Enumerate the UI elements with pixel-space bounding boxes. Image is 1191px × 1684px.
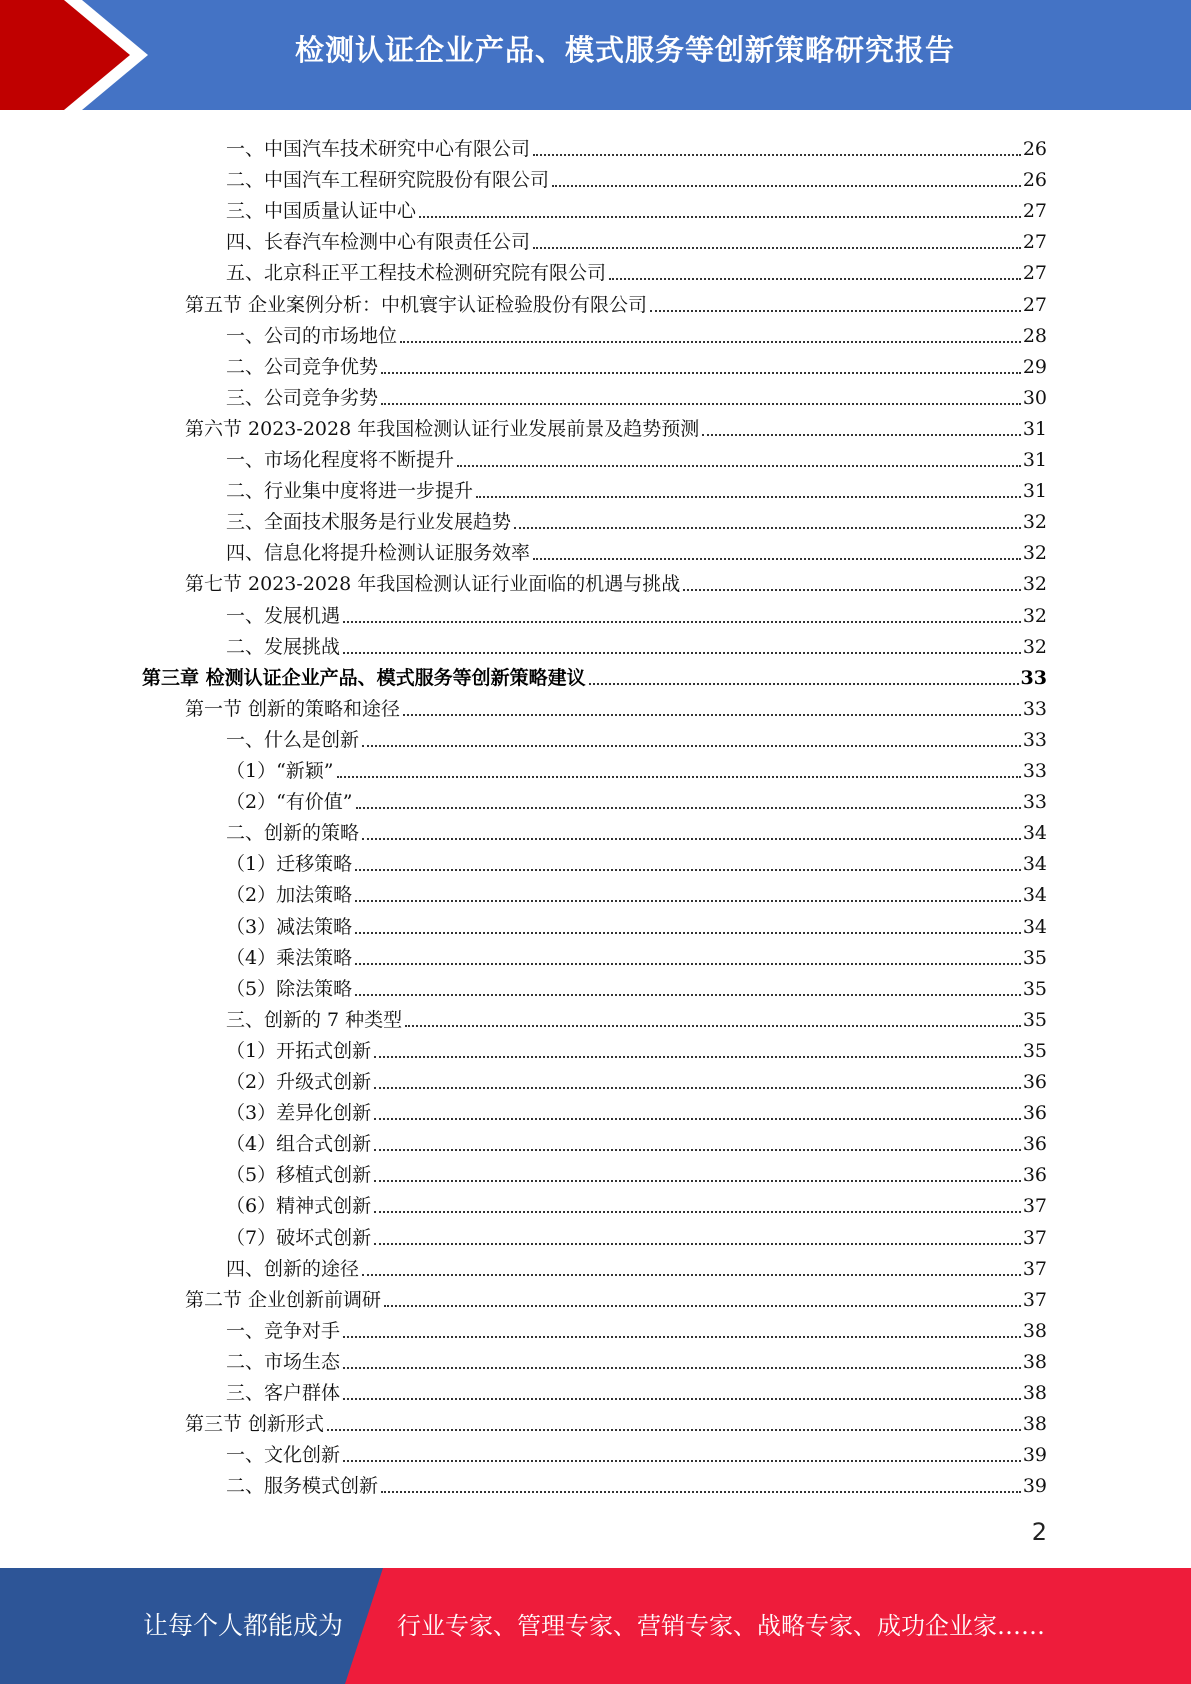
toc-entry-title: 第五节 企业案例分析：中机寰宇认证检验股份有限公司 (185, 293, 648, 316)
toc-entry-page: 27 (1022, 293, 1047, 316)
toc-entry-title: 第一节 创新的策略和途径 (185, 697, 401, 720)
toc-entry-page: 32 (1022, 573, 1047, 596)
toc-entry-page: 39 (1022, 1475, 1047, 1498)
toc-entry-page: 35 (1022, 1008, 1047, 1031)
toc-entry-title: 五、北京科正平工程技术检测研究院有限公司 (226, 262, 607, 285)
toc-entry-page: 31 (1022, 480, 1047, 503)
toc-dot-leader (381, 372, 1021, 374)
toc-entry-page: 33 (1020, 666, 1047, 689)
toc-entry-page: 33 (1022, 791, 1047, 814)
toc-dot-leader (374, 1118, 1021, 1120)
toc-entry-page: 34 (1022, 884, 1047, 907)
footer-slogan-right: 行业专家、管理专家、营销专家、战略专家、成功企业家…… (397, 1612, 1045, 1640)
toc-entry-page: 33 (1022, 760, 1047, 782)
toc-entry-title: （7）破坏式创新 (226, 1226, 372, 1249)
toc-entry-title: 二、服务模式创新 (226, 1475, 379, 1498)
toc-dot-leader (400, 341, 1021, 343)
toc-entry[interactable] (226, 1000, 1047, 1031)
toc-entry[interactable] (226, 1218, 1047, 1249)
toc-dot-leader (374, 1243, 1021, 1245)
toc-entry[interactable] (226, 844, 1047, 875)
toc-entry[interactable] (226, 1249, 1047, 1280)
toc-entry[interactable] (226, 1342, 1047, 1373)
toc-entry-title: （4）乘法策略 (226, 946, 353, 969)
toc-entry-title: 二、市场生态 (226, 1350, 341, 1373)
toc-entry-title: 二、行业集中度将进一步提升 (226, 480, 474, 503)
toc-entry-page: 35 (1022, 946, 1047, 969)
toc-entry-title: 一、文化创新 (226, 1444, 341, 1467)
toc-dot-leader (381, 1491, 1021, 1493)
toc-entry[interactable] (226, 160, 1047, 191)
toc-entry-title: 一、发展机遇 (226, 604, 341, 627)
toc-entry[interactable] (226, 1373, 1047, 1404)
toc-entry[interactable] (226, 751, 1047, 782)
toc-entry-title: 第七节 2023-2028 年我国检测认证行业面临的机遇与挑战 (185, 573, 681, 596)
toc-dot-leader (374, 1087, 1021, 1089)
toc-entry-page: 32 (1022, 635, 1047, 658)
toc-entry[interactable] (226, 440, 1047, 471)
toc-entry[interactable] (226, 533, 1047, 564)
toc-entry-page: 37 (1022, 1257, 1047, 1280)
toc-entry[interactable] (226, 813, 1047, 844)
toc-entry-page: 33 (1022, 697, 1047, 720)
toc-entry-page: 27 (1022, 262, 1047, 285)
toc-entry-page: 34 (1022, 915, 1047, 938)
toc-entry-title: （2）升级式创新 (226, 1071, 372, 1093)
toc-dot-leader (356, 807, 1021, 809)
toc-entry[interactable] (226, 627, 1047, 658)
toc-entry-page: 30 (1022, 386, 1047, 409)
toc-entry-page: 38 (1022, 1413, 1047, 1436)
toc-entry[interactable] (226, 596, 1047, 627)
toc-entry-page: 32 (1022, 511, 1047, 534)
toc-entry-title: 第二节 企业创新前调研 (185, 1288, 382, 1311)
toc-entry[interactable] (226, 222, 1047, 253)
toc-entry-page: 34 (1022, 822, 1047, 845)
toc-entry-page: 37 (1022, 1288, 1047, 1311)
toc-entry-page: 37 (1022, 1226, 1047, 1249)
toc-entry[interactable] (185, 1280, 1047, 1311)
toc-entry[interactable] (226, 782, 1047, 813)
toc-entry-page: 29 (1022, 355, 1047, 378)
toc-dot-leader (457, 465, 1021, 467)
toc-entry-title: 三、创新的 7 种类型 (226, 1008, 403, 1031)
page-header (0, 0, 1191, 110)
toc-entry-title: （4）组合式创新 (226, 1133, 372, 1156)
toc-entry-title: 一、竞争对手 (226, 1319, 341, 1342)
toc-dot-leader (476, 496, 1021, 498)
toc-entry-title: 三、客户群体 (226, 1382, 341, 1404)
toc-dot-leader (343, 1336, 1021, 1338)
toc-entry-title: 二、公司竞争优势 (226, 355, 379, 378)
toc-entry[interactable] (226, 378, 1047, 409)
toc-dot-leader (362, 838, 1021, 840)
toc-dot-leader (384, 1305, 1021, 1307)
toc-entry-page: 27 (1022, 200, 1047, 223)
toc-entry-title: （5）移植式创新 (226, 1164, 372, 1187)
toc-entry-title: 四、长春汽车检测中心有限责任公司 (226, 231, 531, 254)
toc-entry[interactable] (226, 1186, 1047, 1217)
toc-entry[interactable] (226, 347, 1047, 378)
toc-entry[interactable] (226, 471, 1047, 502)
toc-entry[interactable] (185, 285, 1047, 316)
toc-entry-page: 35 (1022, 1039, 1047, 1062)
toc-dot-leader (343, 1398, 1021, 1400)
toc-entry-page: 28 (1022, 324, 1047, 347)
toc-entry-page: 35 (1022, 977, 1047, 1000)
toc-entry[interactable] (185, 689, 1047, 720)
toc-entry-page: 36 (1022, 1102, 1047, 1125)
toc-entry[interactable] (226, 1124, 1047, 1155)
toc-entry-title: （5）除法策略 (226, 977, 353, 1000)
toc-dot-leader (609, 278, 1021, 280)
toc-entry-page: 32 (1022, 604, 1047, 627)
toc-entry-title: （3）差异化创新 (226, 1102, 372, 1125)
toc-entry-title: （3）减法策略 (226, 915, 353, 938)
toc-entry-title: 二、发展挑战 (226, 635, 341, 658)
toc-entry[interactable] (226, 129, 1047, 160)
toc-entry-page: 38 (1022, 1350, 1047, 1373)
page-footer (0, 1568, 1191, 1684)
toc-entry[interactable] (226, 907, 1047, 938)
toc-entry[interactable] (226, 875, 1047, 906)
toc-dot-leader (552, 185, 1021, 187)
toc-dot-leader (702, 434, 1021, 436)
toc-entry-page: 33 (1022, 728, 1047, 751)
toc-entry-page: 36 (1022, 1133, 1047, 1156)
toc-entry-page: 31 (1022, 449, 1047, 471)
toc-entry[interactable] (226, 191, 1047, 222)
toc-entry-page: 27 (1022, 231, 1047, 254)
toc-entry[interactable] (226, 1062, 1047, 1093)
toc-entry-title: （1）“新颖” (226, 760, 334, 782)
toc-entry[interactable] (226, 1031, 1047, 1062)
document-title: 检测认证企业产品、模式服务等创新策略研究报告 (294, 33, 955, 67)
toc-dot-leader (355, 932, 1021, 934)
toc-dot-leader (514, 527, 1021, 529)
toc-dot-leader (589, 683, 1019, 685)
toc-entry[interactable] (226, 1155, 1047, 1186)
toc-entry[interactable] (226, 316, 1047, 347)
toc-entry-title: （6）精神式创新 (226, 1195, 372, 1218)
toc-entry[interactable] (185, 1404, 1047, 1435)
toc-dot-leader (374, 1056, 1021, 1058)
toc-entry-title: 一、公司的市场地位 (226, 324, 398, 347)
toc-entry-title: （1）迁移策略 (226, 853, 353, 876)
toc-entry-page: 36 (1022, 1164, 1047, 1187)
toc-dot-leader (403, 714, 1021, 716)
toc-entry-title: 三、中国质量认证中心 (226, 200, 417, 223)
toc-entry[interactable] (226, 938, 1047, 969)
toc-dot-leader (374, 1211, 1021, 1213)
toc-entry-page: 26 (1022, 138, 1047, 160)
toc-entry-page: 39 (1022, 1444, 1047, 1467)
toc-entry[interactable] (185, 409, 1047, 440)
toc-entry-page: 36 (1022, 1071, 1047, 1093)
toc-entry-title: 三、全面技术服务是行业发展趋势 (226, 511, 512, 534)
toc-dot-leader (374, 1180, 1021, 1182)
footer-slogan-left: 让每个人都能成为 (143, 1611, 344, 1640)
toc-entry-page: 32 (1022, 542, 1047, 565)
toc-entry-title: 一、什么是创新 (226, 728, 360, 751)
toc-entry-page: 37 (1022, 1195, 1047, 1218)
toc-entry-title: 三、公司竞争劣势 (226, 386, 379, 409)
toc-entry[interactable] (226, 1466, 1047, 1497)
toc-entry-title: 二、中国汽车工程研究院股份有限公司 (226, 169, 550, 192)
toc-entry[interactable] (226, 1311, 1047, 1342)
toc-entry[interactable] (226, 253, 1047, 284)
page-number: 2 (1031, 1518, 1047, 1546)
toc-entry[interactable] (226, 969, 1047, 1000)
toc-dot-leader (374, 1149, 1021, 1151)
toc-dot-leader (650, 310, 1021, 312)
toc-entry[interactable] (142, 658, 1047, 689)
toc-dot-leader (327, 1429, 1021, 1431)
toc-entry-page: 26 (1022, 169, 1047, 192)
toc-dot-leader (362, 1274, 1021, 1276)
toc-entry-title: 第三章 检测认证企业产品、模式服务等创新策略建议 (142, 666, 586, 689)
toc-entry-title: 第六节 2023-2028 年我国检测认证行业发展前景及趋势预测 (185, 417, 700, 440)
toc-dot-leader (355, 869, 1021, 871)
toc-dot-leader (405, 1025, 1021, 1027)
toc-dot-leader (355, 900, 1021, 902)
toc-entry-title: （1）开拓式创新 (226, 1039, 372, 1062)
toc-entry-title: 四、创新的途径 (226, 1257, 360, 1280)
toc-dot-leader (533, 247, 1021, 249)
toc-dot-leader (419, 216, 1021, 218)
toc-dot-leader (683, 589, 1021, 591)
toc-entry-page: 34 (1022, 853, 1047, 876)
toc-dot-leader (533, 558, 1021, 560)
toc-dot-leader (362, 745, 1021, 747)
toc-entry[interactable] (185, 564, 1047, 595)
toc-entry-title: 一、中国汽车技术研究中心有限公司 (226, 138, 531, 160)
toc-entry-title: 一、市场化程度将不断提升 (226, 449, 455, 471)
toc-entry-page: 31 (1022, 417, 1047, 440)
toc-entry-title: 第三节 创新形式 (185, 1413, 325, 1436)
toc-entry[interactable] (226, 1435, 1047, 1466)
toc-dot-leader (343, 652, 1021, 654)
toc-entry[interactable] (226, 1093, 1047, 1124)
toc-dot-leader (355, 963, 1021, 965)
toc-dot-leader (355, 994, 1021, 996)
toc-dot-leader (343, 621, 1021, 623)
toc-dot-leader (381, 403, 1021, 405)
toc-entry-page: 38 (1022, 1382, 1047, 1404)
toc-entry-title: （2）加法策略 (226, 884, 353, 907)
toc-entry-title: 二、创新的策略 (226, 822, 360, 845)
toc-entry[interactable] (226, 502, 1047, 533)
toc-entry-page: 38 (1022, 1319, 1047, 1342)
toc-entry-title: 四、信息化将提升检测认证服务效率 (226, 542, 531, 565)
toc-entry[interactable] (226, 720, 1047, 751)
toc-dot-leader (337, 776, 1021, 778)
toc-dot-leader (343, 1460, 1021, 1462)
toc-dot-leader (533, 154, 1021, 156)
toc-entry-title: （2）“有价值” (226, 791, 353, 814)
toc-dot-leader (343, 1367, 1021, 1369)
